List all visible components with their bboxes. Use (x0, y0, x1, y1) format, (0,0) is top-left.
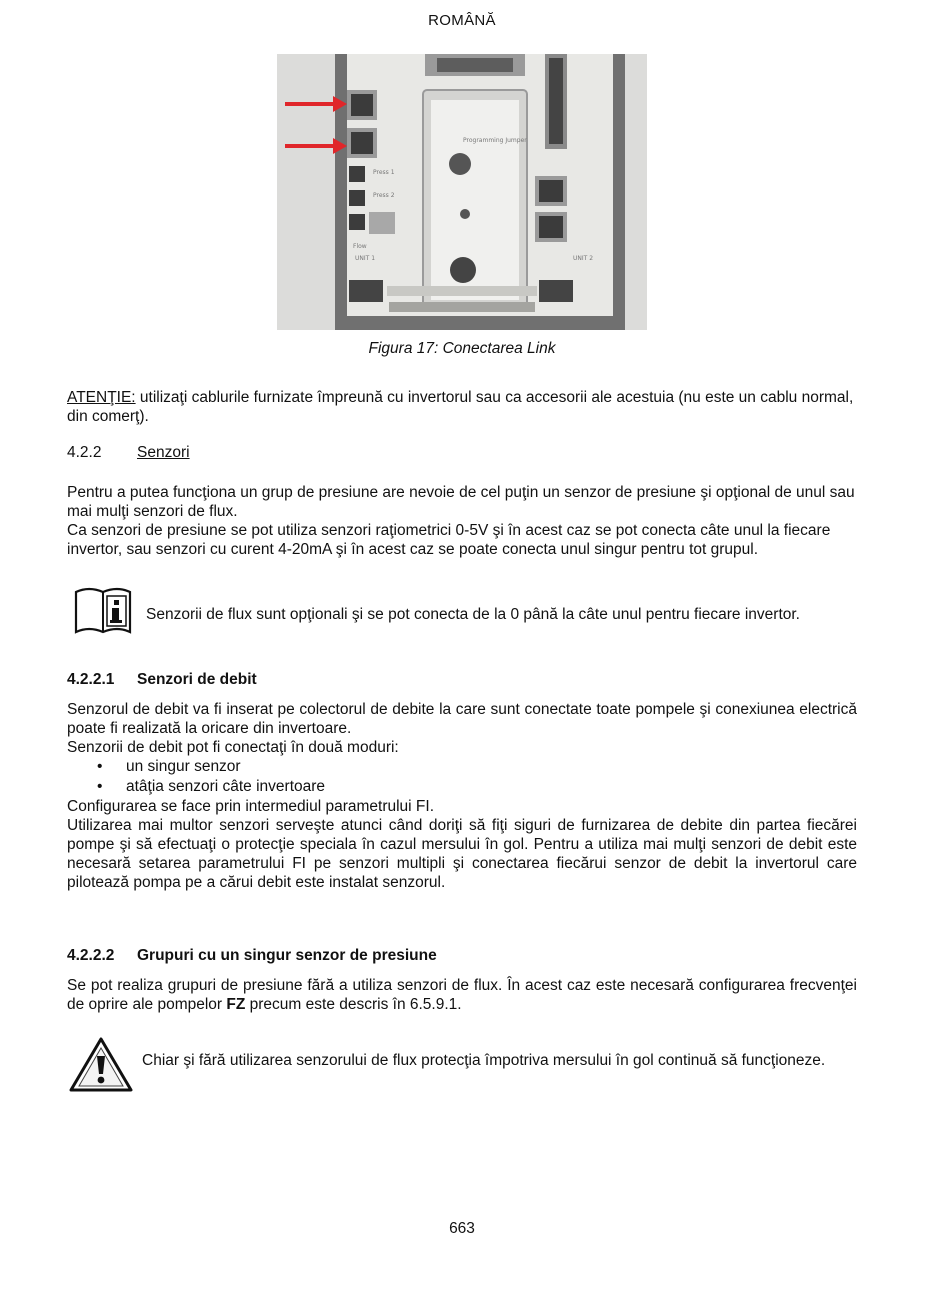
page-number: 663 (449, 1220, 475, 1237)
paragraph: Configurarea se face prin intermediul parametrului FI. (67, 798, 435, 815)
unit2-label: UNIT 2 (573, 255, 594, 262)
info-note-text: Senzorii de flux sunt opţionali şi se pot conecta de la 0 până la câte unul pentru fiecare invertor. (146, 606, 800, 623)
section-title: Grupuri cu un singur senzor de presiune (137, 947, 437, 964)
text: precum este descris în 6.5.9.1. (245, 996, 462, 1013)
flow-label: Flow (353, 243, 367, 250)
section-title: Senzori (137, 444, 190, 461)
attention-text: utilizaţi cablurile furnizate împreună cu invertorul sau ca accesorii ale acestuia (nu este un cablu normal, din comerţ). (67, 389, 854, 425)
attention-label: ATENŢIE: (67, 389, 136, 406)
warning-note-text: Chiar şi fără utilizarea senzorului de flux protecţia împotriva mersului în gol continuă să funcţioneze. (142, 1052, 826, 1069)
connection-modes-list (67, 757, 857, 797)
senzori-debit-body (67, 700, 857, 892)
info-book-icon (72, 586, 134, 638)
paragraph: Ca senzori de presiune se pot utiliza senzori raţiometrici 0-5V şi în acest caz se pot conecta câte unul la fiecare invertor, sau senzori cu curent 4-20mA şi în acest caz se poate conecta unul singur pentru tot grupul. (67, 522, 831, 558)
section-number: 4.2.2.2 (67, 947, 115, 964)
section-number: 4.2.2 (67, 444, 102, 461)
text: Se pot realiza grupuri de presiune fără a utiliza senzori de flux. În acest caz este necesară configurarea frecvenţei de oprire ale pompelor (67, 977, 857, 1013)
paragraph: Utilizarea mai multor senzori serveşte atunci când doriţi să fiţi siguri de furnizarea de debite din partea fiecărei pompe şi să efectuaţi o protecţie speciala în cazul mersului în gol. Pentru a utiliza mai mulţi senzori de debit este necesară setarea parametrului FI pe senzori multipli şi conectarea fiecărui senzor de debit la invertorul care pilotează pompa pe a cărui debit este instalat senzorul. (67, 817, 857, 891)
fz-parameter: FZ (226, 996, 246, 1013)
section-title: Senzori de debit (137, 671, 257, 688)
paragraph: Pentru a putea funcţiona un grup de presiune are nevoie de cel puţin un senzor de presiune şi opţional de unul sau mai mulţi senzori de flux. (67, 484, 855, 520)
paragraph: Senzorul de debit va fi inserat pe colectorul de debite la care sunt conectate toate pompele şi conexiunea electrică poate fi realizată la oricare din invertoare. (67, 701, 857, 737)
press1-label: Press 1 (373, 169, 395, 176)
page-header-language: ROMÂNĂ (428, 12, 496, 29)
unit1-label: UNIT 1 (355, 255, 376, 262)
list-item: • atâţia senzori câte invertoare (67, 777, 857, 797)
figure-link-connection (277, 54, 647, 330)
senzori-intro (67, 483, 857, 559)
list-item: • un singur senzor (67, 757, 857, 777)
section-number: 4.2.2.1 (67, 671, 115, 688)
paragraph: Senzorii de debit pot fi conectaţi în două moduri: (67, 739, 399, 756)
section-heading-4-2-2 (67, 444, 190, 462)
attention-paragraph (67, 388, 857, 426)
warning-triangle-icon (68, 1036, 134, 1094)
single-sensor-paragraph (67, 976, 857, 1014)
figure-caption: Figura 17: Conectarea Link (368, 340, 556, 357)
press2-label: Press 2 (373, 192, 395, 199)
board-photo (277, 54, 647, 330)
section-heading-4-2-2-1 (67, 671, 257, 689)
programming-jumper-label: Programming Jumper (463, 137, 527, 144)
section-heading-4-2-2-2 (67, 947, 437, 965)
